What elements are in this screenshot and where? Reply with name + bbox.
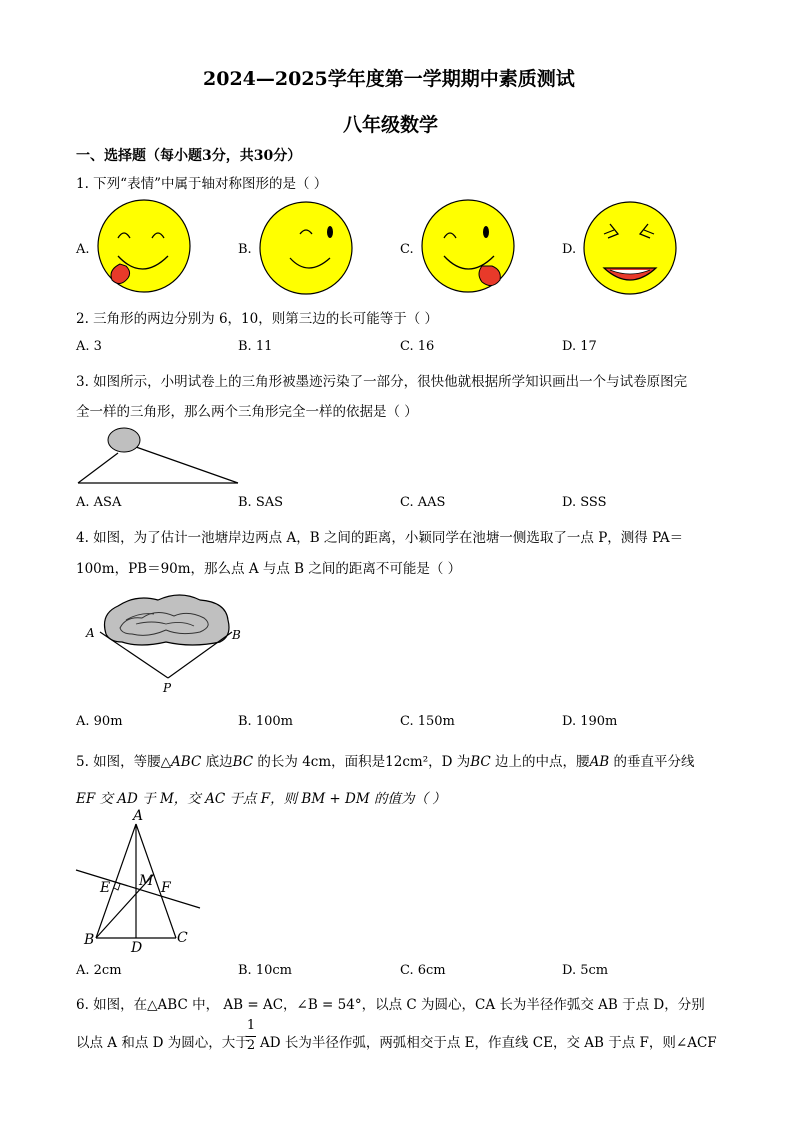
question-4-line-2: 100m，PB＝90m，那么点 A 与点 B 之间的距离不可能是（ ） [76, 561, 462, 577]
q5-text-1b: △ABC [160, 754, 202, 770]
page-subtitle: 八年级数学 [343, 114, 439, 136]
q5-label-a: A [133, 808, 144, 824]
q1-label-c: C. [400, 242, 414, 257]
q5-option-c: C. 6cm [400, 963, 446, 978]
ink-stained-triangle-figure [76, 425, 246, 487]
fraction-bar [246, 1036, 256, 1037]
q2-option-c: C. 16 [400, 339, 435, 354]
q5-option-b: B. 10cm [238, 963, 292, 978]
q5-text-1g: ，D 为 [428, 754, 471, 770]
question-3-line-2: 全一样的三角形，那么两个三角形完全一样的依据是（ ） [76, 404, 418, 420]
question-6-line-2b: AD 长为半径作弧，两弧相交于点 E，作直线 CE，交 AB 于点 F，则∠ACF [260, 1035, 717, 1051]
q5-text-1d: BC [232, 754, 254, 770]
q4-option-d: D. 190m [562, 714, 618, 729]
q5-text-1f: 12cm² [385, 754, 429, 770]
q5-text-1j: AB [589, 754, 610, 770]
q3-option-c: C. AAS [400, 495, 446, 510]
q5-text-1k: 的垂直平分线 [609, 754, 695, 770]
question-3-line-1: 3. 如图所示，小明试卷上的三角形被墨迹污染了一部分，很快他就根据所学知识画出一个与试卷原图完 [76, 374, 688, 390]
q2-option-d: D. 17 [562, 339, 597, 354]
question-1-stem: 1. 下列“表情”中属于轴对称图形的是（ ） [76, 176, 328, 192]
page-title: 2024—2025学年度第一学期期中素质测试 [203, 68, 575, 90]
question-5-line-2: EF 交 AD 于 M，交 AC 于点 F，则 BM + DM 的值为（ ） [76, 791, 446, 807]
q5-text-1c: 底边 [201, 754, 233, 770]
q5-option-a: A. 2cm [76, 963, 122, 978]
q5-label-f: F [161, 880, 171, 896]
question-6-line-2a: 以点 A 和点 D 为圆心，大于 [76, 1035, 249, 1051]
q4-option-c: C. 150m [400, 714, 455, 729]
q4-label-a: A [86, 626, 95, 640]
q2-option-a: A. 3 [76, 339, 102, 354]
laughing-face-icon-d [582, 200, 682, 300]
fraction-numerator: 1 [246, 1018, 256, 1033]
q1-label-b: B. [238, 242, 252, 257]
question-4-line-1: 4. 如图，为了估计一池塘岸边两点 A，B 之间的距离，小颖同学在池塘一侧选取了一点 P，测得 PA＝ [76, 530, 684, 546]
q2-option-b: B. 11 [238, 339, 273, 354]
question-6-line-1: 6. 如图，在△ABC 中， AB = AC，∠B = 54°，以点 C 为圆心，CA 长为半径作弧交 AB 于点 D，分别 [76, 997, 705, 1013]
q5-text-1i: 边上的中点，腰 [490, 754, 590, 770]
q5-option-d: D. 5cm [562, 963, 609, 978]
q1-label-a: A. [76, 242, 90, 257]
q5-text-1h: BC [470, 754, 491, 770]
q5-label-e: E [100, 880, 111, 896]
q5-label-d: D [131, 940, 143, 956]
q4-option-b: B. 100m [238, 714, 293, 729]
q4-label-p: P [163, 681, 172, 695]
q4-option-a: A. 90m [76, 714, 123, 729]
smiley-face-icon-a [96, 198, 196, 298]
pond-figure [96, 590, 246, 686]
q5-label-b: B [84, 932, 95, 948]
q4-label-b: B [232, 628, 241, 642]
q5-text-1e: 的长为 4cm，面积是 [253, 754, 386, 770]
fraction-denominator: 2 [246, 1038, 256, 1053]
question-5-line-1 [76, 750, 695, 770]
q3-option-b: B. SAS [238, 495, 284, 510]
q5-text-1a: 5. 如图，等腰 [76, 754, 161, 770]
q3-option-a: A. ASA [76, 495, 122, 510]
question-2-stem: 2. 三角形的两边分别为 6，10，则第三边的长可能等于（ ） [76, 311, 439, 327]
smiley-face-icon-b [258, 200, 358, 300]
smiley-face-icon-c [420, 198, 520, 298]
q5-label-m: M [139, 873, 154, 889]
q5-label-c: C [177, 930, 188, 946]
section-heading: 一、选择题（每小题3分，共30分） [76, 148, 302, 164]
q1-label-d: D. [562, 242, 577, 257]
q3-option-d: D. SSS [562, 495, 607, 510]
